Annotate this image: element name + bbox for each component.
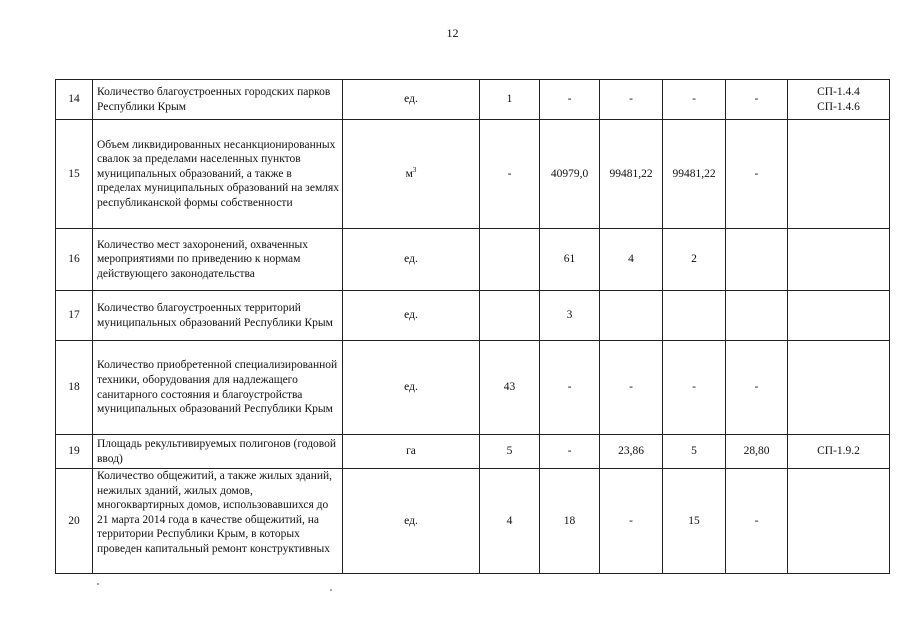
indicator-description: Объем ликвидированных несанкционированных свалок за пределами населенных пунктов муниципальных образований, а также в пределах муниципальных образований на землях республиканской формы собственности xyxy=(93,120,343,229)
scan-speck xyxy=(97,583,99,585)
value-cell: 18 xyxy=(540,469,600,574)
indicator-description: Количество общежитий, а также жилых зданий, нежилых зданий, жилых домов, многоквартирных домов, использовавшихся до 21 марта 2014 года в качестве общежитий, на территории Республики Крым, в которых проведен капитальный ремонт конструктивных xyxy=(93,469,343,574)
value-cell xyxy=(480,229,540,291)
value-cell: - xyxy=(726,120,788,229)
value-cell: 1 xyxy=(480,80,540,120)
unit-superscript: 3 xyxy=(412,165,417,174)
row-number: 16 xyxy=(56,229,93,291)
table-row xyxy=(56,469,890,574)
value-cell: - xyxy=(726,469,788,574)
row-number: 20 xyxy=(56,469,93,574)
table-row xyxy=(56,80,890,120)
value-cell xyxy=(663,291,726,341)
code-text: СП-1.4.6 xyxy=(817,100,860,113)
value-cell: - xyxy=(540,435,600,469)
value-cell: 4 xyxy=(600,229,663,291)
unit-cell: ед. xyxy=(343,291,480,341)
value-cell: 2 xyxy=(663,229,726,291)
value-cell: 43 xyxy=(480,341,540,435)
value-cell: - xyxy=(600,341,663,435)
table-row xyxy=(56,341,890,435)
unit-cell xyxy=(343,120,480,229)
indicator-description: Количество мест захоронений, охваченных мероприятиями по приведению к нормам действующего законодательства xyxy=(93,229,343,291)
value-cell: - xyxy=(540,341,600,435)
value-cell: 3 xyxy=(540,291,600,341)
code-cell xyxy=(788,341,890,435)
code-cell xyxy=(788,120,890,229)
value-cell xyxy=(726,229,788,291)
row-number: 17 xyxy=(56,291,93,341)
indicator-description: Площадь рекультивируемых полигонов (годовой ввод) xyxy=(93,435,343,469)
unit-text: м xyxy=(405,167,413,180)
code-cell xyxy=(788,80,890,120)
value-cell xyxy=(726,291,788,341)
table-row xyxy=(56,120,890,229)
value-cell: - xyxy=(726,341,788,435)
row-number: 15 xyxy=(56,120,93,229)
page-number: 12 xyxy=(446,26,459,40)
value-cell: - xyxy=(663,341,726,435)
value-cell: - xyxy=(480,120,540,229)
value-cell: - xyxy=(663,80,726,120)
table-row xyxy=(56,229,890,291)
value-cell: 4 xyxy=(480,469,540,574)
value-cell xyxy=(600,291,663,341)
value-cell: - xyxy=(600,80,663,120)
table-row xyxy=(56,435,890,469)
row-number: 14 xyxy=(56,80,93,120)
code-cell xyxy=(788,291,890,341)
indicators-table xyxy=(55,79,890,574)
unit-cell: га xyxy=(343,435,480,469)
value-cell: 28,80 xyxy=(726,435,788,469)
scan-speck xyxy=(330,589,332,591)
table-row xyxy=(56,291,890,341)
value-cell: 5 xyxy=(480,435,540,469)
value-cell: 23,86 xyxy=(600,435,663,469)
value-cell: - xyxy=(726,80,788,120)
unit-cell: ед. xyxy=(343,469,480,574)
value-cell: 61 xyxy=(540,229,600,291)
value-cell: 99481,22 xyxy=(663,120,726,229)
indicator-description: Количество благоустроенных территорий муниципальных образований Республики Крым xyxy=(93,291,343,341)
value-cell: - xyxy=(600,469,663,574)
unit-cell: ед. xyxy=(343,229,480,291)
code-text: СП-1.4.4 xyxy=(817,85,860,98)
unit-cell: ед. xyxy=(343,80,480,120)
unit-cell: ед. xyxy=(343,341,480,435)
row-number: 19 xyxy=(56,435,93,469)
value-cell: 40979,0 xyxy=(540,120,600,229)
row-number: 18 xyxy=(56,341,93,435)
value-cell: 15 xyxy=(663,469,726,574)
code-cell xyxy=(788,435,890,469)
value-cell: 99481,22 xyxy=(600,120,663,229)
code-text: СП-1.9.2 xyxy=(817,445,860,458)
value-cell xyxy=(480,291,540,341)
value-cell: 5 xyxy=(663,435,726,469)
value-cell: - xyxy=(540,80,600,120)
code-cell xyxy=(788,469,890,574)
code-cell xyxy=(788,229,890,291)
indicator-description: Количество приобретенной специализированной техники, оборудования для надлежащего санитарного состояния и благоустройства муниципальных образований Республики Крым xyxy=(93,341,343,435)
indicator-description: Количество благоустроенных городских парков Республики Крым xyxy=(93,80,343,120)
